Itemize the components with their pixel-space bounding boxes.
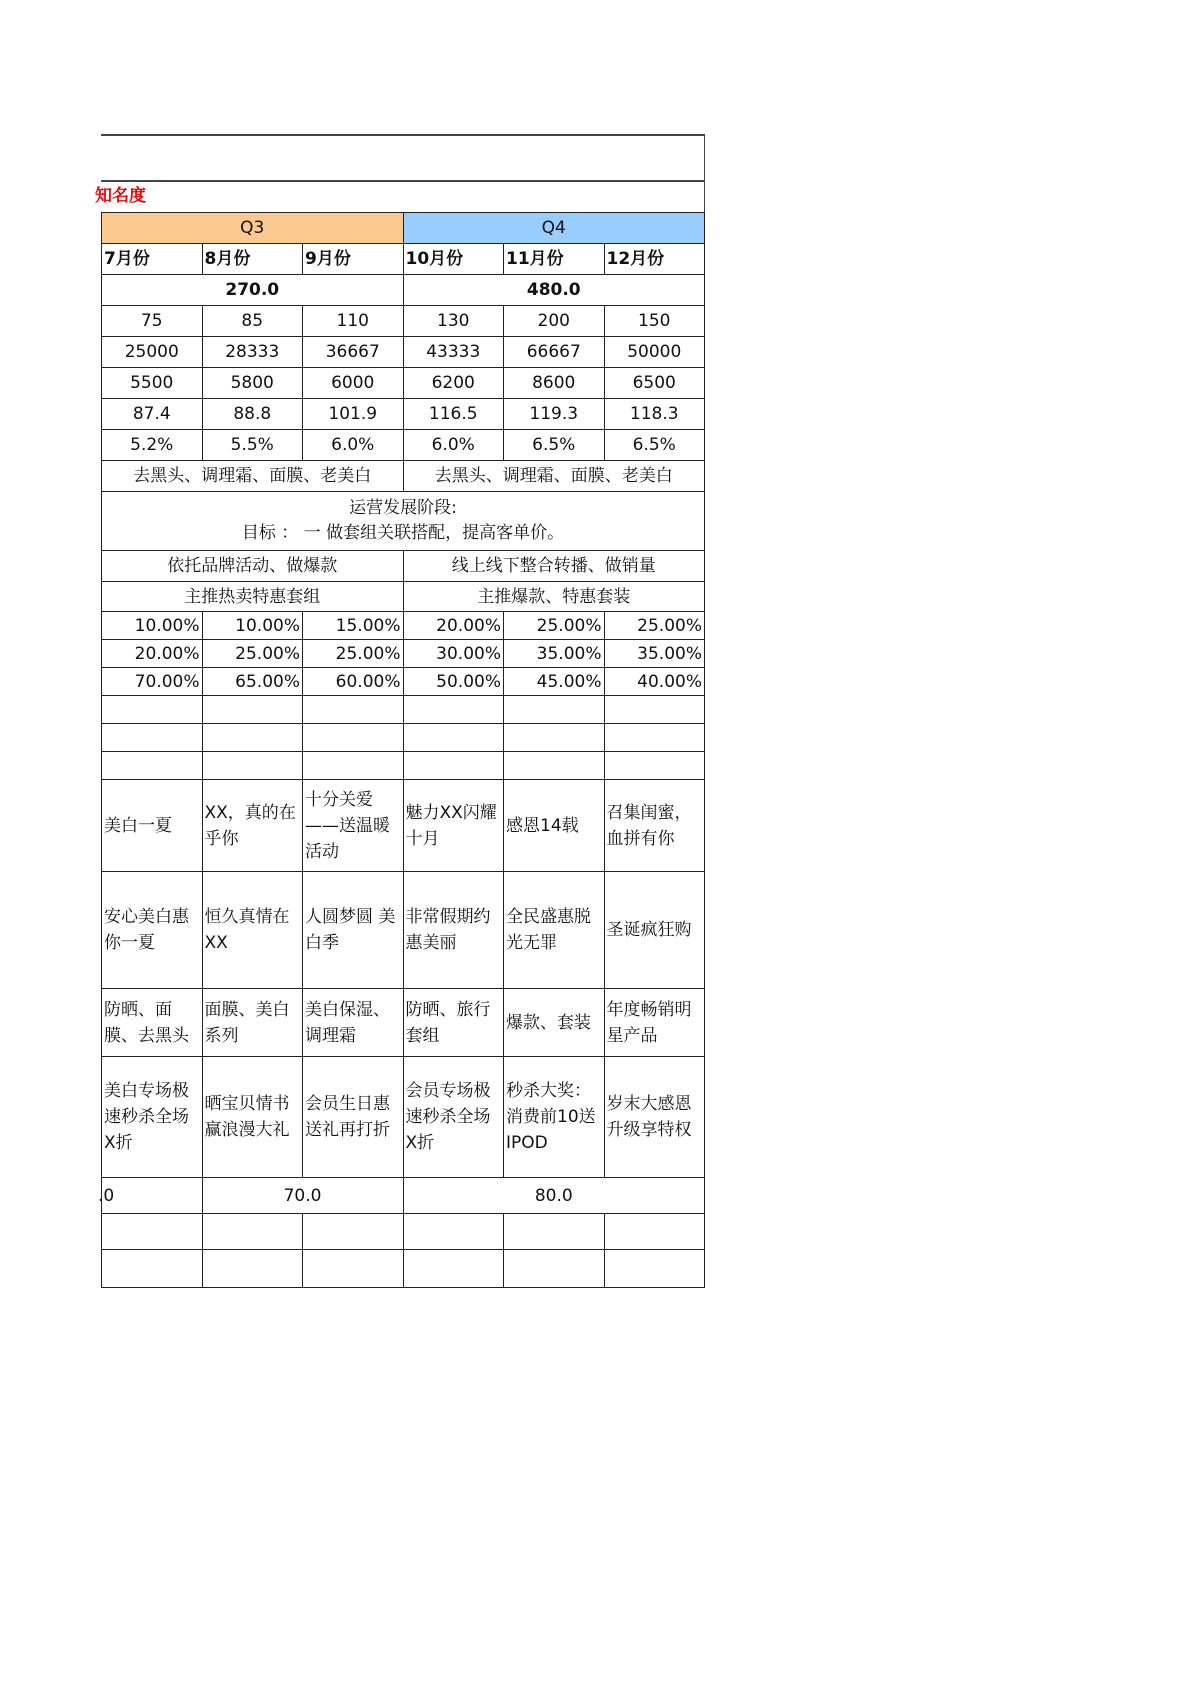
data-cell: 5800 <box>202 368 303 399</box>
empty-cell <box>102 724 203 752</box>
themes-cell: 召集闺蜜，血拼有你 <box>604 780 705 872</box>
q3-push: 主推热卖特惠套组 <box>102 582 404 612</box>
data-cell: 6.5% <box>504 430 605 461</box>
empty-cell <box>303 696 404 724</box>
pct-cell: 25.00% <box>202 640 303 668</box>
data-cell: 5500 <box>102 368 203 399</box>
data-cell: 85 <box>202 306 303 337</box>
pct-cell: 65.00% <box>202 668 303 696</box>
data-cell: 5.5% <box>202 430 303 461</box>
data-cell: 6200 <box>403 368 504 399</box>
month-header: 12月份 <box>604 244 705 275</box>
empty-cell <box>604 752 705 780</box>
data-cell: 6.0% <box>403 430 504 461</box>
table-row <box>102 399 705 430</box>
table-row <box>102 668 705 696</box>
data-cell: 5.2% <box>102 430 203 461</box>
month-header: 11月份 <box>504 244 605 275</box>
data-cell: 200 <box>504 306 605 337</box>
score-3: 80.0 <box>403 1178 705 1214</box>
stage-goal: 目标 ： 一 做套组关联搭配，提高客单价。 <box>241 523 565 543</box>
data-cell: 150 <box>604 306 705 337</box>
empty-cell <box>403 696 504 724</box>
pct-cell: 60.00% <box>303 668 404 696</box>
data-cell: 6500 <box>604 368 705 399</box>
score-2: 70.0 <box>202 1178 403 1214</box>
data-cell: 88.8 <box>202 399 303 430</box>
focus-cell: 防晒、面膜、去黑头 <box>102 989 203 1057</box>
focus-cell: 面膜、美白系列 <box>202 989 303 1057</box>
month-header: 8月份 <box>202 244 303 275</box>
header-rule <box>101 180 705 182</box>
table-row <box>102 430 705 461</box>
promos-cell: 会员专场极速秒杀全场X折 <box>403 1057 504 1178</box>
data-cell: 116.5 <box>403 399 504 430</box>
pct-cell: 20.00% <box>102 640 203 668</box>
plan-table <box>98 212 705 1288</box>
empty-cell <box>303 1214 404 1250</box>
empty-cell <box>604 1214 705 1250</box>
table-row <box>102 1057 705 1178</box>
empty-cell <box>102 1214 203 1250</box>
pct-cell: 35.00% <box>604 640 705 668</box>
table-row <box>102 780 705 872</box>
table-row <box>102 640 705 668</box>
quarter-q3: Q3 <box>102 213 404 244</box>
table-row <box>102 306 705 337</box>
data-cell: 36667 <box>303 337 404 368</box>
themes2-cell: 安心美白惠你一夏 <box>102 872 203 989</box>
data-cell: 43333 <box>403 337 504 368</box>
q3-products: 去黑头、调理霜、面膜、老美白 <box>102 461 404 492</box>
empty-cell <box>504 1214 605 1250</box>
empty-cell <box>102 752 203 780</box>
q3-total: 270.0 <box>102 275 404 306</box>
data-cell: 6.5% <box>604 430 705 461</box>
empty-cell <box>504 1250 605 1288</box>
themes-cell: XX，真的在乎你 <box>202 780 303 872</box>
empty-cell <box>202 696 303 724</box>
data-cell: 119.3 <box>504 399 605 430</box>
pct-cell: 45.00% <box>504 668 605 696</box>
table-row <box>102 989 705 1057</box>
themes2-cell: 非常假期约惠美丽 <box>403 872 504 989</box>
empty-cell <box>202 724 303 752</box>
focus-cell: 年度畅销明星产品 <box>604 989 705 1057</box>
top-rule <box>101 134 705 136</box>
empty-cell <box>403 724 504 752</box>
focus-cell: 美白保湿、调理霜 <box>303 989 404 1057</box>
pct-cell: 10.00% <box>202 612 303 640</box>
promos-cell: 晒宝贝情书赢浪漫大礼 <box>202 1057 303 1178</box>
section-title: 知名度 <box>95 186 146 206</box>
empty-cell <box>604 1250 705 1288</box>
empty-cell <box>504 752 605 780</box>
focus-cell: 防晒、旅行套组 <box>403 989 504 1057</box>
empty-cell <box>202 1250 303 1288</box>
right-border <box>704 135 705 212</box>
pct-cell: 10.00% <box>102 612 203 640</box>
themes2-cell: 人圆梦圆 美白季 <box>303 872 404 989</box>
empty-row <box>102 724 705 752</box>
empty-cell <box>102 1250 203 1288</box>
pct-cell: 25.00% <box>504 612 605 640</box>
empty-cell <box>504 696 605 724</box>
themes-cell: 魅力XX闪耀十月 <box>403 780 504 872</box>
promos-cell: 美白专场极速秒杀全场X折 <box>102 1057 203 1178</box>
themes-cell: 感恩14载 <box>504 780 605 872</box>
pct-cell: 30.00% <box>403 640 504 668</box>
data-cell: 25000 <box>102 337 203 368</box>
month-header: 9月份 <box>303 244 404 275</box>
quarter-q4: Q4 <box>403 213 705 244</box>
empty-cell <box>504 724 605 752</box>
themes2-cell: 圣诞疯狂购 <box>604 872 705 989</box>
table-row <box>102 337 705 368</box>
pct-cell: 25.00% <box>604 612 705 640</box>
empty-row <box>102 696 705 724</box>
table-row <box>102 612 705 640</box>
data-cell: 50000 <box>604 337 705 368</box>
empty-cell <box>403 1250 504 1288</box>
empty-cell <box>102 696 203 724</box>
month-header: 7月份 <box>102 244 203 275</box>
data-cell: 118.3 <box>604 399 705 430</box>
data-cell: 101.9 <box>303 399 404 430</box>
data-cell: 87.4 <box>102 399 203 430</box>
empty-cell <box>202 752 303 780</box>
pct-cell: 40.00% <box>604 668 705 696</box>
themes-cell: 美白一夏 <box>102 780 203 872</box>
data-cell: 130 <box>403 306 504 337</box>
data-cell: 6.0% <box>303 430 404 461</box>
focus-cell: 爆款、套装 <box>504 989 605 1057</box>
data-cell: 75 <box>102 306 203 337</box>
pct-cell: 50.00% <box>403 668 504 696</box>
data-cell: 110 <box>303 306 404 337</box>
empty-row <box>102 1214 705 1250</box>
empty-cell <box>202 1214 303 1250</box>
q4-push: 主推爆款、特惠套装 <box>403 582 705 612</box>
pct-cell: 20.00% <box>403 612 504 640</box>
empty-cell <box>303 724 404 752</box>
empty-cell <box>303 752 404 780</box>
empty-cell <box>604 696 705 724</box>
pct-cell: 15.00% <box>303 612 404 640</box>
promos-cell: 秒杀大奖：消费前10送IPOD <box>504 1057 605 1178</box>
themes2-cell: 恒久真情在XX <box>202 872 303 989</box>
q3-strategy: 依托品牌活动、做爆款 <box>102 551 404 582</box>
q4-products: 去黑头、调理霜、面膜、老美白 <box>403 461 705 492</box>
themes2-cell: 全民盛惠脱光无罪 <box>504 872 605 989</box>
promos-cell: 会员生日惠送礼再打折 <box>303 1057 404 1178</box>
q4-total: 480.0 <box>403 275 705 306</box>
promos-cell: 岁末大感恩升级享特权 <box>604 1057 705 1178</box>
data-cell: 6000 <box>303 368 404 399</box>
empty-row <box>102 1250 705 1288</box>
data-cell: 8600 <box>504 368 605 399</box>
data-cell: 66667 <box>504 337 605 368</box>
empty-cell <box>403 1214 504 1250</box>
pct-cell: 70.00% <box>102 668 203 696</box>
table-row <box>102 872 705 989</box>
themes-cell: 十分关爱——送温暖活动 <box>303 780 404 872</box>
empty-row <box>102 752 705 780</box>
pct-cell: 25.00% <box>303 640 404 668</box>
score-1: .0 <box>102 1178 203 1214</box>
empty-cell <box>403 752 504 780</box>
month-header: 10月份 <box>403 244 504 275</box>
q4-strategy: 线上线下整合转播、做销量 <box>403 551 705 582</box>
table-row <box>102 368 705 399</box>
empty-cell <box>303 1250 404 1288</box>
empty-cell <box>604 724 705 752</box>
data-cell: 28333 <box>202 337 303 368</box>
stage-label: 运营发展阶段: <box>349 498 457 518</box>
pct-cell: 35.00% <box>504 640 605 668</box>
